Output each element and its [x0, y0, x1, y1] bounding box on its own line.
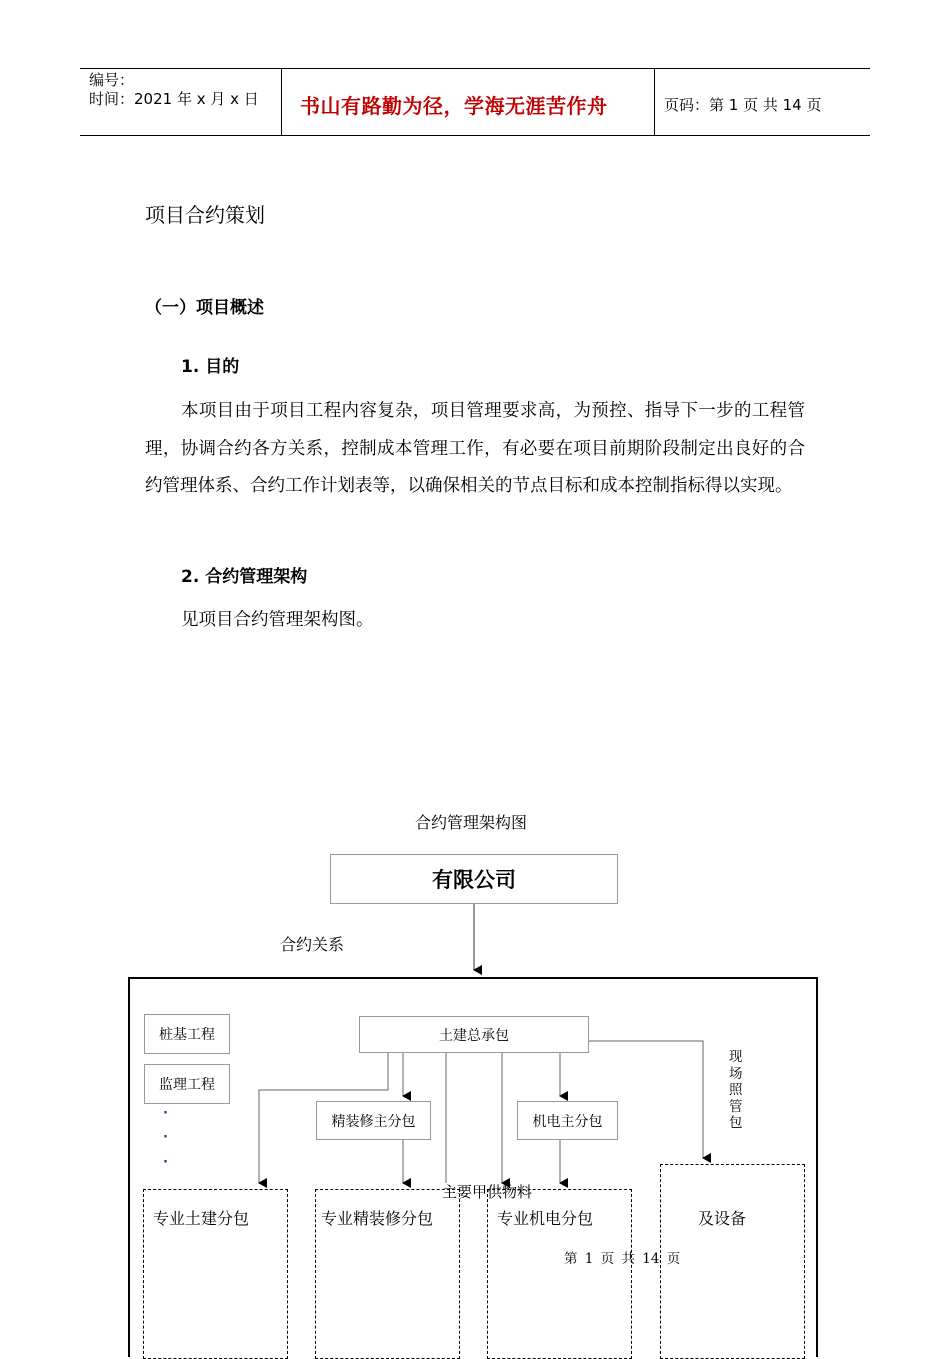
deco-main-box [316, 1101, 431, 1140]
section-heading-overview: （一）项目概述 [145, 298, 264, 318]
mep-main-label: 机电主分包 [532, 1113, 603, 1130]
company-box [330, 854, 618, 904]
ellipsis-dot-1: · [163, 1106, 168, 1121]
supply-label: 主要甲供物料 [442, 1183, 533, 1201]
mep-sub-label: 专业机电分包 [497, 1209, 594, 1228]
header-motto: 书山有路勤为径，学海无涯苦作舟 [300, 94, 608, 118]
header-number-label: 编号： [89, 71, 135, 89]
pile-works-label: 桩基工程 [159, 1027, 215, 1043]
general-contractor-label: 土建总承包 [439, 1027, 509, 1044]
diagram-caption: 合约管理架构图 [415, 813, 528, 832]
paragraph-see-diagram: 见项目合约管理架构图。 [181, 610, 374, 630]
site-care-label: 现场照管包 [729, 1049, 743, 1131]
subheading-purpose: 1. 目的 [181, 357, 240, 377]
relation-label: 合约关系 [280, 935, 345, 954]
general-contractor-box [359, 1016, 589, 1053]
supervision-works-label: 监理工程 [159, 1077, 215, 1093]
mep-main-box [517, 1101, 618, 1140]
header-page-info: 页码：第 1 页 共 14 页 [664, 96, 822, 114]
equipment-box [660, 1164, 805, 1359]
footer-page-number: 第 1 页 共 14 页 [564, 1251, 681, 1267]
document-title: 项目合约策划 [145, 203, 265, 227]
equipment-label: 及设备 [698, 1209, 747, 1228]
deco-sub-label: 专业精装修分包 [321, 1209, 434, 1228]
supervision-works-box [144, 1064, 230, 1104]
header-date: 时间：2021 年 x 月 x 日 [89, 90, 259, 108]
paragraph-purpose-text: 本项目由于项目工程内容复杂，项目管理要求高，为预控、指导下一步的工程管理，协调合约各方关系，控制成本管理工作，有必要在项目前期阶段制定出良好的合约管理体系、合约工作计划表等，以确保相关的节点目标和成本控制指标得以实现。 [145, 401, 805, 496]
subheading-contract-structure: 2. 合约管理架构 [181, 567, 308, 587]
civil-sub-label: 专业土建分包 [153, 1209, 250, 1228]
ellipsis-dot-2: · [163, 1130, 168, 1145]
company-label: 有限公司 [432, 868, 516, 892]
deco-main-label: 精装修主分包 [331, 1113, 416, 1130]
pile-works-box [144, 1014, 230, 1054]
ellipsis-dot-3: · [163, 1155, 168, 1170]
